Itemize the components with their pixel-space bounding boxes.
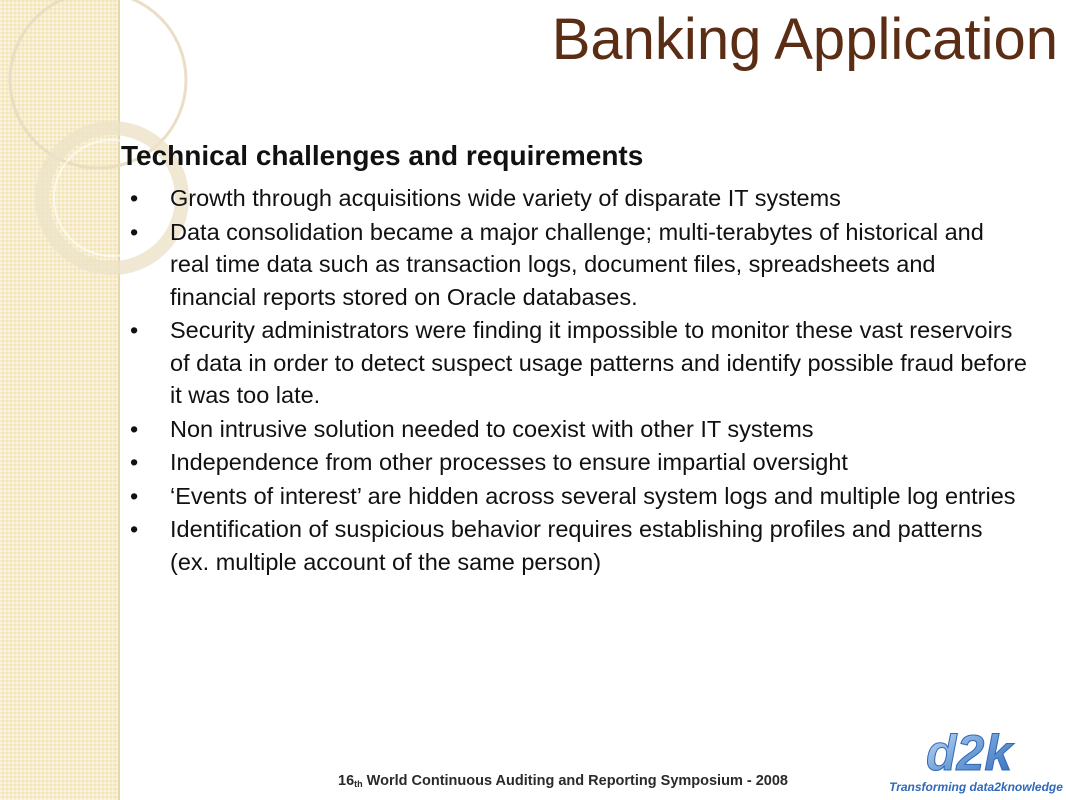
footer-number: 16 [338, 773, 355, 789]
list-item [128, 513, 1028, 578]
bullet-list [128, 182, 1028, 579]
slide-title: Banking Application [551, 7, 1058, 72]
bullet-icon: • [130, 415, 139, 442]
list-item [128, 216, 1028, 314]
bullet-text: Non intrusive solution needed to coexist with other IT systems [170, 415, 814, 442]
bullet-icon: • [130, 449, 139, 475]
list-item [128, 314, 1028, 412]
footer-caption [338, 773, 788, 789]
list-item [128, 182, 1028, 215]
list-item [128, 480, 1028, 513]
logo-mark-text: d2k [926, 725, 1013, 778]
bullet-text: Identification of suspicious behavior requires establishing profiles and patterns (ex. multiple account of the same person) [170, 516, 983, 575]
bullet-icon: • [130, 218, 139, 245]
bullet-icon: • [130, 185, 139, 211]
bullet-text: Security administrators were finding it impossible to monitor these vast reservoirs of data in order to detect suspect usage patterns and identify possible fraud before it was too late. [170, 317, 1027, 408]
list-item [128, 413, 1028, 446]
bullet-text: Independence from other processes to ensure impartial oversight [170, 449, 848, 475]
section-heading: Technical challenges and requirements [121, 140, 644, 171]
d2k-logo [888, 718, 1064, 798]
bullet-text: Data consolidation became a major challenge; multi-terabytes of historical and real time data such as transaction logs, document files, spreadsheets and financial reports stored on Oracle databases. [170, 218, 984, 310]
logo-tagline: Transforming data2knowledge [889, 780, 1063, 794]
d2k-logo-icon [920, 718, 1030, 778]
bullet-icon: • [130, 482, 139, 509]
bullet-icon: • [130, 317, 139, 343]
bullet-text: ‘Events of interest’ are hidden across several system logs and multiple log entries [170, 482, 1016, 509]
footer-ordinal: th [354, 779, 363, 789]
bullet-text: Growth through acquisitions wide variety of disparate IT systems [170, 185, 841, 211]
bullet-icon: • [130, 516, 139, 542]
list-item [128, 446, 1028, 479]
footer-text: World Continuous Auditing and Reporting Symposium - 2008 [362, 773, 788, 789]
